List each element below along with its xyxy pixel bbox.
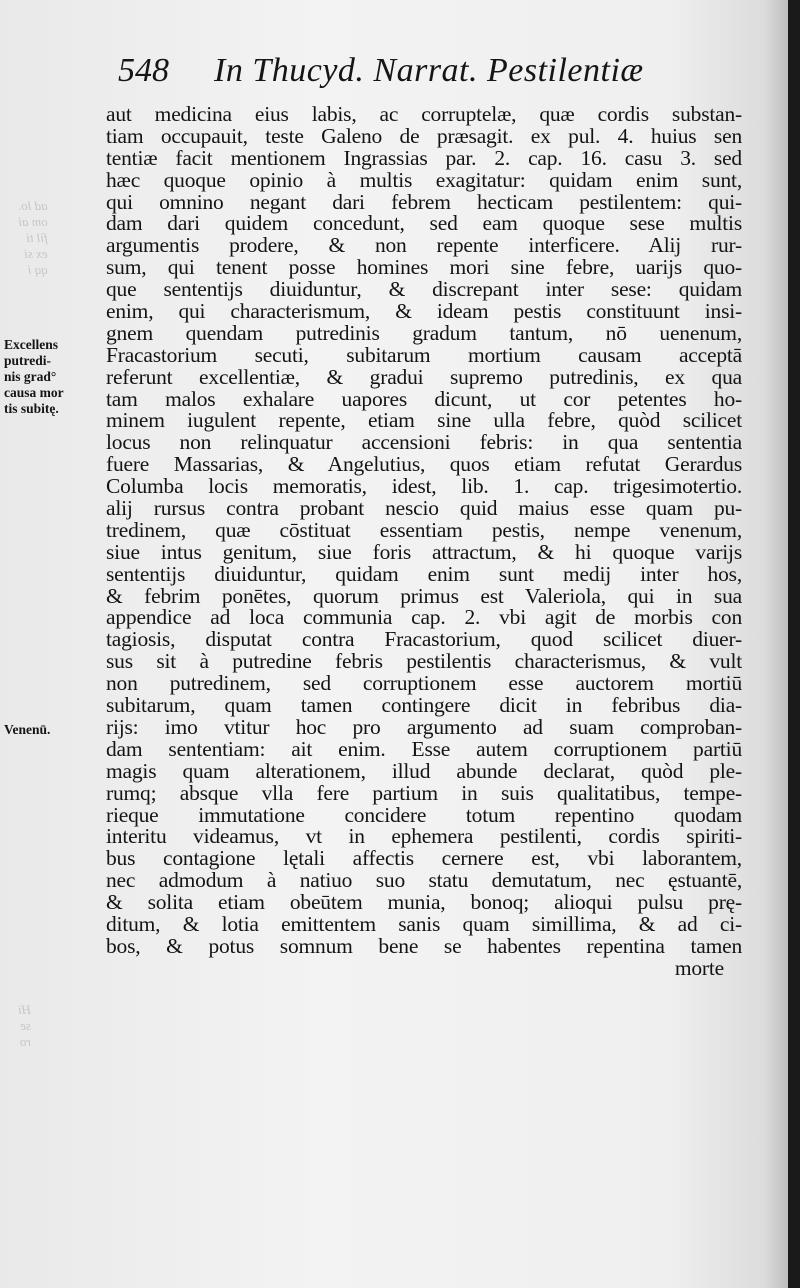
text-line: tiam occupauit, teste Galeno de præsagit. ex pul. 4. huius sen (106, 123, 742, 148)
margin-note-line: causa mor (4, 385, 64, 400)
margin-note-line: putredi- (4, 353, 52, 368)
text-line: enim, qui characterismum, & ideam pestis constituunt insi- (106, 299, 742, 324)
margin-note-venenum (4, 722, 100, 738)
text-line: sententijs diuiduntur, quidam enim sunt medij inter hos, (106, 561, 742, 586)
text-line: rijs: imo vtitur hoc pro argumento ad suam comproban- (106, 714, 742, 739)
text-line: hæc quoque opinio à multis exagitatur: quidam enim sunt, (106, 167, 742, 192)
text-line: que sententijs diuiduntur, & discrepant inter sese: quidam (106, 277, 742, 302)
running-header (110, 52, 770, 100)
text-line: magis quam alterationem, illud abunde declarat, quòd ple- (106, 758, 742, 783)
text-line: rieque immutatione concidere totum repentino quodam (106, 802, 742, 827)
text-line: dam dari quidem concedunt, sed eam quoque sese multis (106, 211, 742, 236)
text-line: dam sententiam: ait enim. Esse autem corruptionem partiū (106, 736, 742, 761)
text-line: tentiæ facit mentionem Ingrassias par. 2. cap. 16. casu 3. sed (106, 145, 742, 170)
text-line: sum, qui tenent posse homines mori sine febre, uarijs quo- (106, 255, 742, 280)
text-line: Fracastorium secuti, subitarum mortium causam acceptā (106, 342, 742, 367)
text-line: tredinem, quæ cōstituat essentiam pestis, nempe venenum, (106, 517, 742, 542)
text-line: locus non relinquatur accensioni febris: in qua sententia (106, 430, 742, 455)
text-line: bos, & potus somnum bene se habentes repentina tamen (106, 933, 742, 958)
text-line: argumentis prodere, & non repente interficere. Alij rur- (106, 233, 742, 258)
text-line: subitarum, quam tamen contingere dicit in febribus dia- (106, 693, 742, 718)
text-line: & febrim ponētes, quorum primus est Valeriola, qui in sua (106, 583, 742, 608)
page-number: 548 (118, 52, 169, 89)
text-line: interitu videamus, vt in ephemera pestilenti, cordis spiriti- (106, 824, 742, 849)
text-line: qui omnino negant dari febrem hecticam pestilentem: qui- (106, 189, 742, 214)
body-text (106, 104, 742, 980)
text-line: minem iugulent repente, etiam sine ulla febre, quòd scilicet (106, 408, 742, 433)
text-line: siue intus genitum, siue foris attractum, & hi quoque varijs (106, 539, 742, 564)
text-line: rumq; absque vlla fere partium in suis qualitatibus, tempe- (106, 780, 742, 805)
show-through-text: ad lo. om ai fil ti ex si qq i (18, 198, 48, 277)
text-line: fuere Massarias, & Angelutius, quos etiam refutat Gerardus (106, 452, 742, 477)
text-line: Columba locis memoratis, idest, lib. 1. cap. trigesimotertio. (106, 474, 742, 499)
text-line: ditum, & lotia emittentem sanis quam simillima, & ad ci- (106, 911, 742, 936)
show-through-text: Hi se ro (18, 1002, 31, 1049)
text-line: appendice ad loca communia cap. 2. vbi agit de morbis con (106, 605, 742, 630)
text-line: alij rursus contra probant nescio quid maius esse quam pu- (106, 496, 742, 521)
text-line: non putredinem, sed corruptionem esse auctorem mortiū (106, 671, 742, 696)
text-line: referunt excellentiæ, & gradui supremo putredinis, ex qua (106, 364, 742, 389)
margin-note-line: tis subitę. (4, 401, 59, 416)
text-line: nec admodum à natiuo suo statu demutatum, nec ęstuantē, (106, 868, 742, 893)
text-line: & solita etiam obeūtem munia, bonoq; alioqui pulsu prę- (106, 890, 742, 915)
running-title: In Thucyd. Narrat. Pestilentiæ (214, 52, 644, 89)
text-line: tagiosis, disputat contra Fracastorium, quod scilicet diuer- (106, 627, 742, 652)
margin-note-excellens (4, 337, 100, 417)
margin-note-line: Venenū. (4, 722, 51, 737)
text-line: sus sit à putredine febris pestilentis characterismus, & vult (106, 649, 742, 674)
margin-note-line: nis grad° (4, 369, 57, 384)
text-line: bus contagione lętali affectis cernere est, vbi laborantem, (106, 846, 742, 871)
text-line: aut medicina eius labis, ac corruptelæ, quæ cordis substan- (106, 102, 742, 126)
margin-note-line: Excellens (4, 337, 58, 352)
text-line: tam malos exhalare uapores dicunt, ut cor petentes ho- (106, 386, 742, 411)
text-line: gnem quendam putredinis gradum tantum, nō uenenum, (106, 320, 742, 345)
catchword: morte (674, 955, 724, 980)
